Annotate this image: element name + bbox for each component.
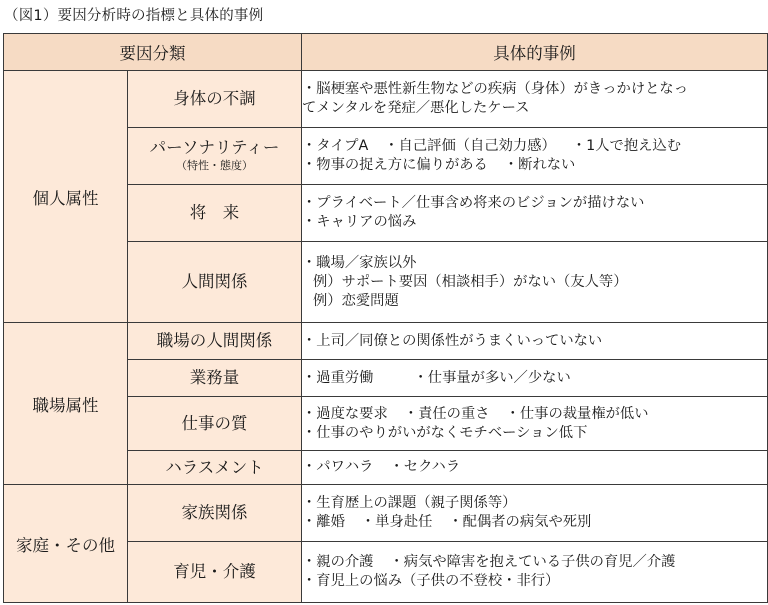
table-row bbox=[4, 485, 768, 542]
examples-family-relationships bbox=[302, 485, 768, 542]
example-item: ・過重労働 bbox=[302, 369, 374, 386]
example-item: ・セクハラ bbox=[389, 459, 461, 475]
example-item: ・単身赴任 bbox=[360, 514, 433, 530]
example-line bbox=[302, 513, 767, 532]
figure-caption: （図1）要因分析時の指標と具体的事例 bbox=[4, 8, 264, 24]
factor-table bbox=[3, 33, 768, 603]
example-line bbox=[302, 458, 767, 477]
factor-personality bbox=[128, 128, 302, 185]
example-line: ・仕事のやりがいがなくモチベーション低下 bbox=[302, 424, 588, 441]
examples-job-quality bbox=[302, 397, 768, 451]
factor-workload: 業務量 bbox=[128, 360, 302, 397]
example-item: ・タイプA bbox=[302, 138, 369, 154]
factor-family-relationships: 家族関係 bbox=[128, 485, 302, 542]
examples-personality bbox=[302, 128, 768, 185]
example-item: ・過度な要求 bbox=[302, 405, 388, 422]
example-line: 例）サポート要因（相談相手）がない（友人等） bbox=[313, 273, 628, 290]
table-row bbox=[4, 323, 768, 360]
example-item: ・断れない bbox=[503, 157, 576, 173]
factor-note: （特性・態度） bbox=[176, 159, 253, 172]
factor-harassment: ハラスメント bbox=[128, 451, 302, 485]
examples-childcare-nursing bbox=[302, 542, 768, 603]
examples-future bbox=[302, 185, 768, 242]
example-line: ・育児上の悩み（子供の不登校・非行） bbox=[302, 573, 560, 589]
example-line: ・生育歴上の課題（親子関係等） bbox=[302, 495, 517, 511]
category-family-other: 家庭・その他 bbox=[4, 485, 128, 603]
example-line bbox=[302, 405, 767, 424]
example-line bbox=[302, 137, 767, 156]
factor-physical-condition: 身体の不調 bbox=[128, 71, 302, 128]
example-line: ・職場／家族以外 bbox=[302, 254, 417, 271]
example-line: てメンタルを発症／悪化したケース bbox=[302, 100, 530, 116]
examples-physical-condition bbox=[302, 71, 768, 128]
factor-relationships: 人間関係 bbox=[128, 242, 302, 323]
category-personal: 個人属性 bbox=[4, 71, 128, 323]
example-item: ・パワハラ bbox=[302, 459, 374, 475]
example-line bbox=[302, 369, 767, 388]
factor-label: パーソナリティー bbox=[149, 138, 280, 157]
header-row bbox=[4, 34, 768, 71]
example-line: ・プライベート／仕事含め将来のビジョンが描けない bbox=[302, 195, 645, 211]
example-item: ・親の介護 bbox=[302, 554, 374, 570]
example-item: ・仕事量が多い／少ない bbox=[413, 369, 571, 386]
example-item: ・離婚 bbox=[302, 514, 345, 530]
example-item: ・物事の捉え方に偏りがある bbox=[302, 157, 488, 173]
category-workplace: 職場属性 bbox=[4, 323, 128, 485]
examples-workplace-relationships bbox=[302, 323, 768, 360]
examples-harassment bbox=[302, 451, 768, 485]
factor-workplace-relationships: 職場の人間関係 bbox=[128, 323, 302, 360]
example-item: ・自己評価（自己効力感） bbox=[384, 138, 556, 154]
example-line: 例）恋愛問題 bbox=[313, 292, 399, 309]
table-row bbox=[4, 71, 768, 128]
example-line: ・脳梗塞や悪性新生物などの疾病（身体）がきっかけとなっ bbox=[302, 81, 689, 97]
example-line bbox=[302, 553, 767, 572]
example-item: ・配偶者の病気や死別 bbox=[448, 514, 592, 530]
factor-future: 将 来 bbox=[128, 185, 302, 242]
example-line: ・上司／同僚との関係性がうまくいっていない bbox=[302, 332, 603, 349]
example-line bbox=[302, 156, 767, 175]
example-line: ・キャリアの悩み bbox=[302, 214, 417, 230]
header-specific-examples: 具体的事例 bbox=[302, 34, 768, 71]
header-factor-category: 要因分類 bbox=[4, 34, 302, 71]
example-item: ・1人で抱え込む bbox=[571, 138, 682, 154]
example-item: ・仕事の裁量権が低い bbox=[505, 405, 649, 422]
factor-job-quality: 仕事の質 bbox=[128, 397, 302, 451]
example-item: ・責任の重さ bbox=[403, 405, 490, 422]
examples-workload bbox=[302, 360, 768, 397]
factor-childcare-nursing: 育児・介護 bbox=[128, 542, 302, 603]
examples-relationships bbox=[302, 242, 768, 323]
example-item: ・病気や障害を抱えている子供の育児／介護 bbox=[389, 554, 676, 570]
